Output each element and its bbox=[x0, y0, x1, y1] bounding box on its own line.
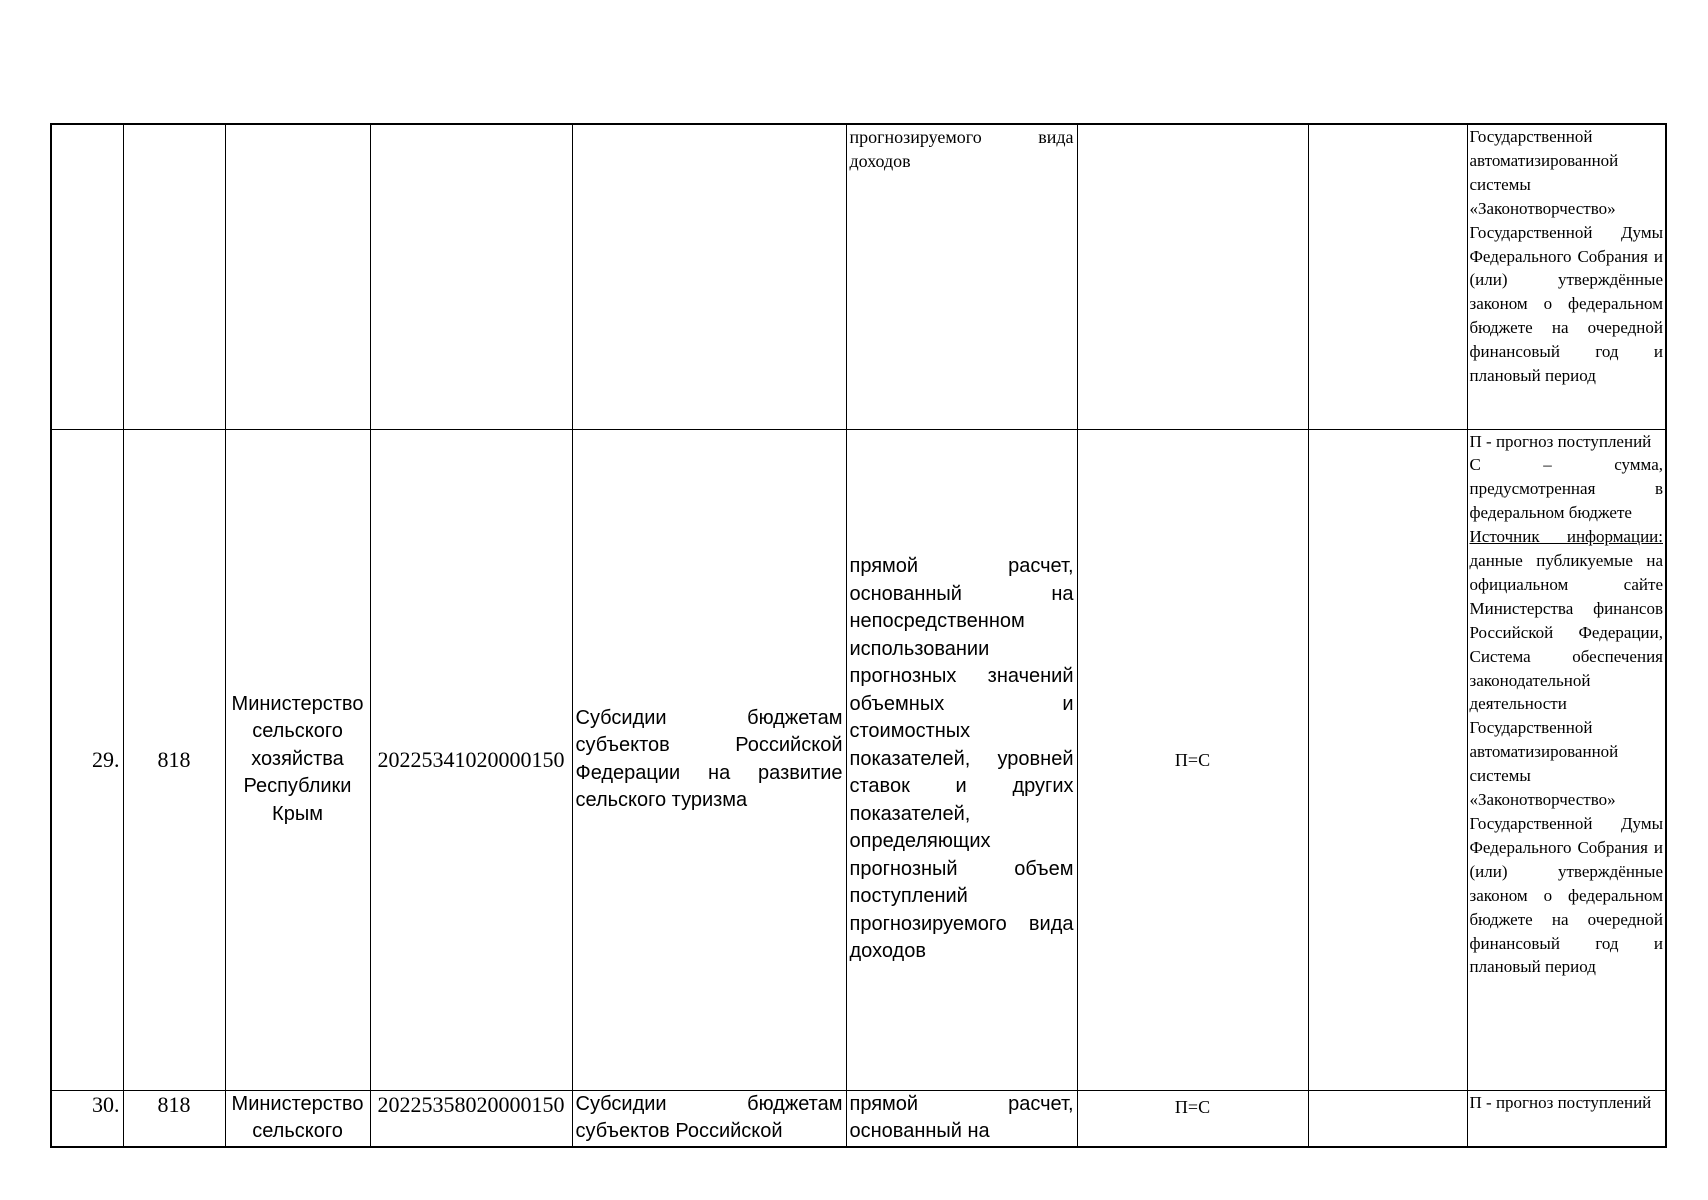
note-source-text: данные публикуемые на официальном сайте Министерства финансов Российской Федерации, Система обеспечения законодательной деятельности Государственной автоматизированной системы «Законотворчество» Государственной Думы Федерального Собрания и (или) утверждённые законом о федеральном бюджете на очередной финансовый год и плановый период bbox=[1469, 551, 1663, 977]
algorithm-cell bbox=[1308, 429, 1467, 1090]
table-row bbox=[51, 124, 1666, 429]
formula-cell: П=С bbox=[1077, 429, 1308, 1090]
forecast-method-cell: прогнозируемого вида доходов bbox=[846, 124, 1077, 429]
revenue-forecast-table bbox=[50, 123, 1667, 1148]
algorithm-cell bbox=[1308, 124, 1467, 429]
row-number-cell bbox=[51, 124, 123, 429]
administrator-cell: Министерство сельского хозяйства Республики Крым bbox=[225, 429, 370, 1090]
revenue-name-cell: Субсидии бюджетам субъектов Российской Федерации на развитие сельского туризма bbox=[572, 429, 846, 1090]
note-legend-p: П - прогноз поступлений bbox=[1469, 431, 1652, 451]
admin-code-cell: 818 bbox=[123, 1090, 225, 1147]
note-legend-c: С – сумма, предусмотренная в федеральном бюджете bbox=[1469, 455, 1663, 523]
kbk-cell bbox=[370, 124, 572, 429]
table-row bbox=[51, 429, 1666, 1090]
notes-cell bbox=[1467, 429, 1666, 1090]
notes-cell: Государственной автоматизированной системы «Законотворчество» Государственной Думы Федерального Собрания и (или) утверждённые законом о федеральном бюджете на очередной финансовый год и плановый период bbox=[1467, 124, 1666, 429]
forecast-method-cell: прямой расчет, основанный на bbox=[846, 1090, 1077, 1147]
row-number-cell: 30. bbox=[51, 1090, 123, 1147]
administrator-cell: Министерство сельского bbox=[225, 1090, 370, 1147]
notes-cell: П - прогноз поступлений bbox=[1467, 1090, 1666, 1147]
algorithm-cell bbox=[1308, 1090, 1467, 1147]
revenue-name-cell: Субсидии бюджетам субъектов Российской bbox=[572, 1090, 846, 1147]
kbk-cell: 20225358020000150 bbox=[370, 1090, 572, 1147]
revenue-name-cell bbox=[572, 124, 846, 429]
formula-cell: П=С bbox=[1077, 1090, 1308, 1147]
forecast-method-cell: прямой расчет, основанный на непосредственном использовании прогнозных значений объемных и стоимостных показателей, уровней ставок и других показателей, определяющих прогнозный объем поступлений прогнозируемого вида доходов bbox=[846, 429, 1077, 1090]
admin-code-cell bbox=[123, 124, 225, 429]
kbk-cell: 20225341020000150 bbox=[370, 429, 572, 1090]
admin-code-cell: 818 bbox=[123, 429, 225, 1090]
formula-cell bbox=[1077, 124, 1308, 429]
table-row bbox=[51, 1090, 1666, 1147]
administrator-cell bbox=[225, 124, 370, 429]
row-number-cell: 29. bbox=[51, 429, 123, 1090]
note-source-label: Источник информации: bbox=[1469, 527, 1663, 547]
